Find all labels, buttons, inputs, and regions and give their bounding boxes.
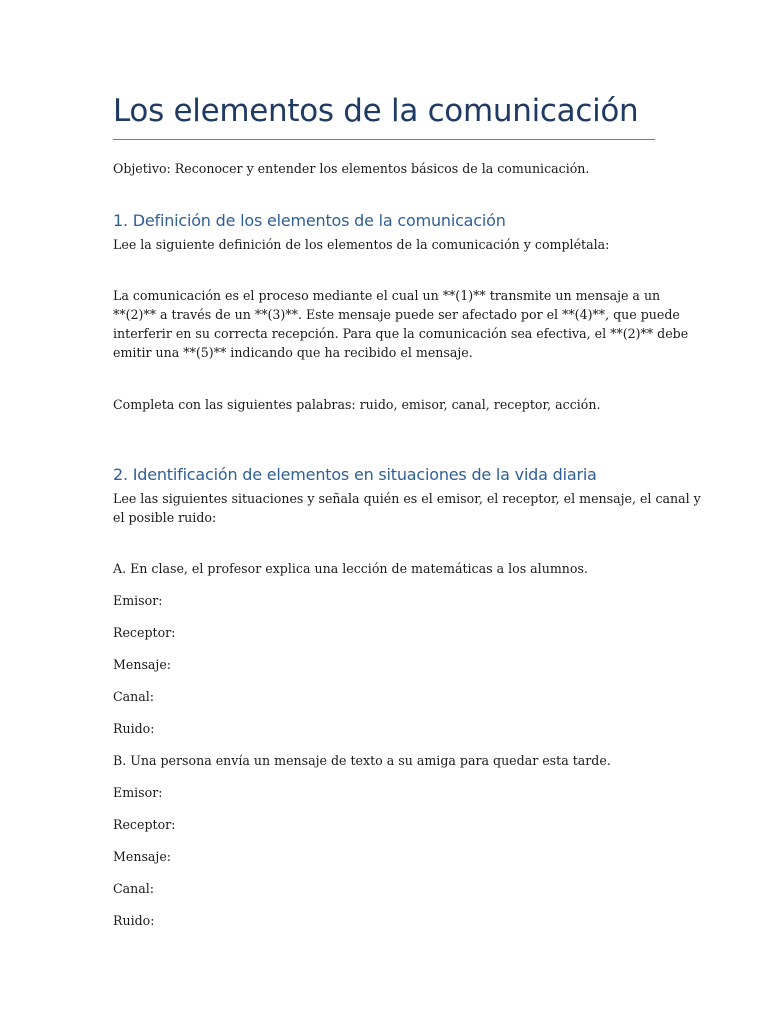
field-ruido: Ruido: <box>113 913 155 928</box>
section-1-heading: 1. Definición de los elementos de la comunicación <box>113 211 506 230</box>
field-receptor: Receptor: <box>113 625 176 640</box>
objective-text: Objetivo: Reconocer y entender los elementos básicos de la comunicación. <box>113 161 590 176</box>
paragraph-line: interferir en su correcta recepción. Para que la comunicación sea efectiva, el **(2)** debe <box>113 326 689 341</box>
field-canal: Canal: <box>113 689 155 704</box>
paragraph-line: **(2)** a través de un **(3)**. Este mensaje puede ser afectado por el **(4)**, que puede <box>113 307 680 322</box>
paragraph-line: emitir una **(5)** indicando que ha recibido el mensaje. <box>113 345 473 360</box>
field-ruido: Ruido: <box>113 721 155 736</box>
title-underline <box>113 139 655 140</box>
field-canal: Canal: <box>113 881 155 896</box>
word-bank-text: Completa con las siguientes palabras: ruido, emisor, canal, receptor, acción. <box>113 397 601 412</box>
field-emisor: Emisor: <box>113 785 163 800</box>
field-mensaje: Mensaje: <box>113 657 172 672</box>
situation-text: A. En clase, el profesor explica una lección de matemáticas a los alumnos. <box>113 561 588 576</box>
intro-line: Lee las siguientes situaciones y señala quién es el emisor, el receptor, el mensaje, el canal y <box>113 491 701 506</box>
section-2-heading: 2. Identificación de elementos en situaciones de la vida diaria <box>113 465 597 484</box>
field-receptor: Receptor: <box>113 817 176 832</box>
section-1-intro: Lee la siguiente definición de los elementos de la comunicación y complétala: <box>113 237 610 252</box>
situation-text: B. Una persona envía un mensaje de texto a su amiga para quedar esta tarde. <box>113 753 611 768</box>
paragraph-line: La comunicación es el proceso mediante el cual un **(1)** transmite un mensaje a un <box>113 288 661 303</box>
field-emisor: Emisor: <box>113 593 163 608</box>
intro-line: el posible ruido: <box>113 510 217 525</box>
field-mensaje: Mensaje: <box>113 849 172 864</box>
document-title: Los elementos de la comunicación <box>113 93 639 129</box>
